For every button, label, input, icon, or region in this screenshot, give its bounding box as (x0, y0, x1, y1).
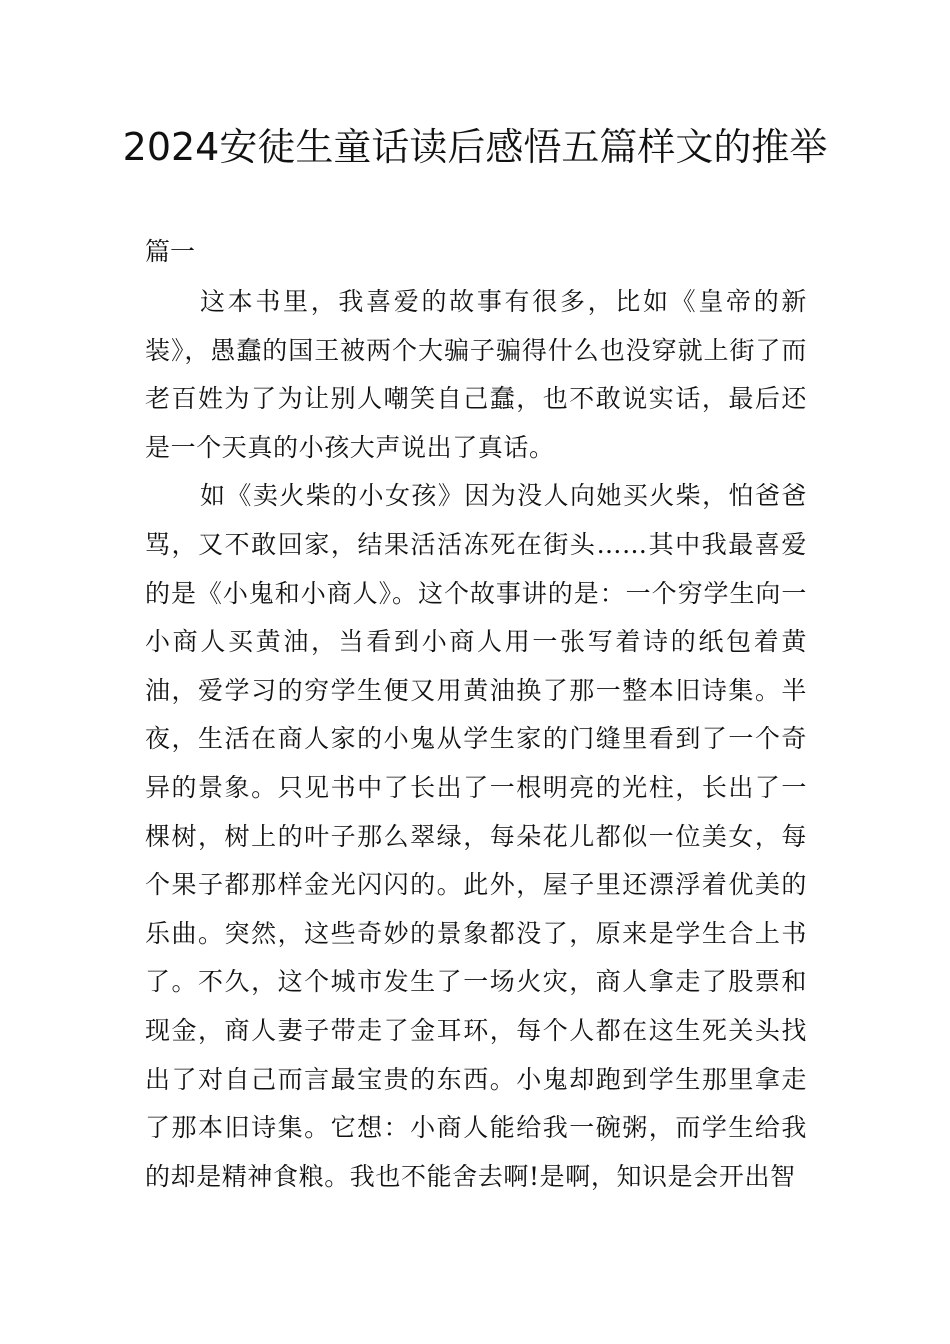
document-title: 2024安徒生童话读后感悟五篇样文的推举 (122, 125, 828, 169)
section-label: 篇一 (145, 237, 196, 266)
document-body (145, 278, 807, 1201)
paragraph: 如《卖火柴的小女孩》因为没人向她买火柴，怕爸爸骂，又不敢回家，结果活活冻死在街头……其中我最喜爱的是《小鬼和小商人》。这个故事讲的是：一个穷学生向一小商人买黄油，当看到小商人用一张写着诗的纸包着黄油，爱学习的穷学生便又用黄油换了那一整本旧诗集。半夜，生活在商人家的小鬼从学生家的门缝里看到了一个奇异的景象。只见书中了长出了一根明亮的光柱，长出了一棵树，树上的叶子那么翠绿，每朵花儿都似一位美女，每个果子都那样金光闪闪的。此外，屋子里还漂浮着优美的乐曲。突然，这些奇妙的景象都没了，原来是学生合上书了。不久，这个城市发生了一场火灾，商人拿走了股票和现金，商人妻子带走了金耳环，每个人都在这生死关头找出了对自己而言最宝贵的东西。小鬼却跑到学生那里拿走了那本旧诗集。它想：小商人能给我一碗粥，而学生给我的却是精神食粮。我也不能舍去啊!是啊，知识是会开出智 (145, 481, 807, 1191)
paragraph: 这本书里，我喜爱的故事有很多，比如《皇帝的新装》，愚蠢的国王被两个大骗子骗得什么也没穿就上街了而老百姓为了为让别人嘲笑自己蠢，也不敢说实话，最后还是一个天真的小孩大声说出了真话。 (145, 287, 807, 462)
